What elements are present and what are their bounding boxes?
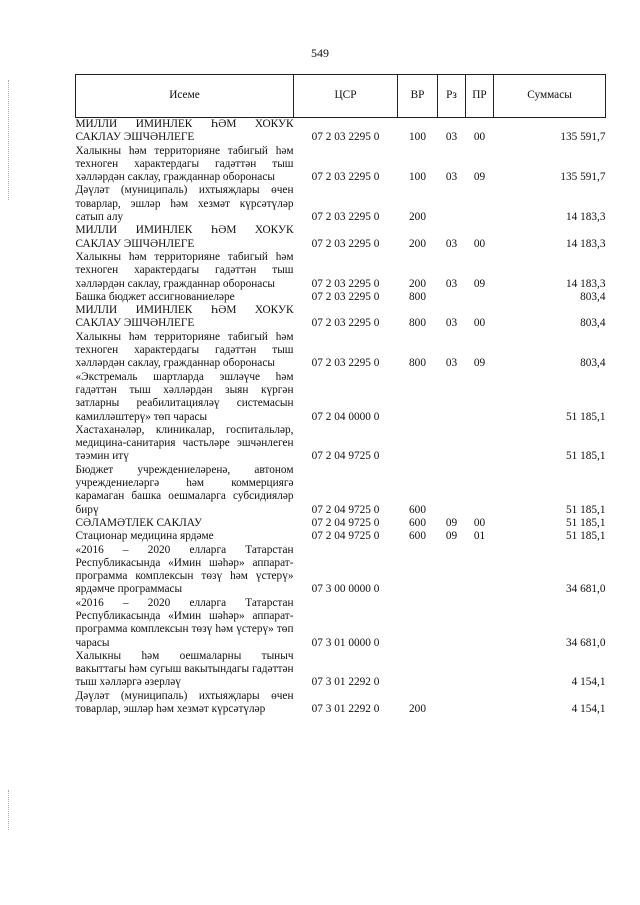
header-rz: Рз (438, 75, 466, 118)
row-sum: 4 154,1 (571, 703, 606, 716)
table-row (76, 464, 606, 517)
row-sum: 14 183,3 (565, 277, 606, 290)
row-vr (398, 544, 438, 597)
row-name: Дәүләт (муниципаль) ихтыяҗлары өчен товарлар, эшләр һәм хезмәт күрсәтүләр (75, 689, 294, 716)
row-pr: 09 (473, 277, 486, 290)
row-pr (466, 291, 494, 304)
row-name: Халыкны һәм территорияне табигый һәм техноген характердагы гадәттән тыш хәлләрдән саклау, гражданнар оборонасы (75, 330, 294, 370)
row-rz (438, 597, 466, 650)
row-rz (438, 371, 466, 424)
row-name: «2016 – 2020 елларга Татарстан Республикасында «Имин шәһәр» аппарат-программа комплексын төзү һәм үстерү» төп чарасы (75, 596, 294, 649)
row-name: «Экстремаль шартларда эшләүче һәм гадәттән тыш хәлләрдән зыян күргән затларны реабилитацияләү системасын камилләштерү» төп чарасы (75, 370, 294, 423)
header-pr: ПР (466, 75, 494, 118)
table-row (76, 690, 606, 717)
row-sum: 34 681,0 (565, 583, 606, 596)
row-sum: 135 591,7 (560, 171, 606, 184)
row-vr: 600 (409, 530, 426, 543)
row-vr: 800 (409, 357, 426, 370)
table-row (76, 184, 606, 224)
row-pr (466, 597, 494, 650)
row-sum: 14 183,3 (565, 237, 606, 250)
row-name: «2016 – 2020 елларга Татарстан Республикасында «Имин шәһәр» аппарат-программа комплексын төзү һәм үстерү» ярдәмче программасы (75, 543, 294, 596)
row-name: Халыкны һәм территорияне табигый һәм техноген характердагы гадәттән тыш хәлләрдән саклау, гражданнар оборонасы (75, 250, 294, 290)
row-name: Башка бюджет ассигнованиеләре (75, 290, 235, 303)
row-csr: 07 3 01 0000 0 (311, 636, 380, 649)
row-csr: 07 2 03 2295 0 (311, 357, 380, 370)
row-rz: 03 (445, 131, 458, 144)
row-sum: 51 185,1 (565, 503, 606, 516)
table-row (76, 251, 606, 291)
row-rz (438, 690, 466, 717)
row-sum: 803,4 (580, 317, 606, 330)
row-pr (466, 544, 494, 597)
row-csr: 07 3 01 2292 0 (311, 703, 380, 716)
row-sum: 51 185,1 (565, 450, 606, 463)
header-name: Исеме (76, 75, 294, 118)
row-sum: 51 185,1 (565, 530, 606, 543)
row-csr: 07 2 03 2295 0 (311, 131, 380, 144)
row-pr (466, 424, 494, 464)
row-rz: 09 (445, 516, 458, 529)
row-pr (466, 690, 494, 717)
table-row (76, 331, 606, 371)
row-sum: 803,4 (580, 357, 606, 370)
row-pr: 00 (473, 131, 486, 144)
header-vr: ВР (398, 75, 438, 118)
row-vr: 600 (409, 503, 426, 516)
row-pr: 09 (473, 171, 486, 184)
row-rz (438, 650, 466, 690)
row-rz (438, 424, 466, 464)
row-vr: 200 (409, 211, 426, 224)
row-pr (466, 464, 494, 517)
row-rz (438, 184, 466, 224)
row-csr: 07 3 01 2292 0 (311, 676, 380, 689)
row-pr (466, 371, 494, 424)
row-vr: 800 (409, 317, 426, 330)
row-csr: 07 2 03 2295 0 (311, 237, 380, 250)
row-csr: 07 2 03 2295 0 (311, 317, 380, 330)
row-vr (398, 371, 438, 424)
row-vr: 200 (409, 237, 426, 250)
row-csr: 07 3 00 0000 0 (311, 583, 380, 596)
row-pr: 00 (473, 237, 486, 250)
row-name: Халыкны һәм территорияне табигый һәм техноген характердагы гадәттән тыш хәлләрдән саклау, гражданнар оборонасы (75, 144, 294, 184)
row-rz: 03 (445, 317, 458, 330)
row-pr: 00 (473, 317, 486, 330)
row-vr: 600 (409, 516, 426, 529)
row-vr: 800 (409, 290, 426, 303)
table-header-row (76, 75, 606, 118)
row-rz: 09 (445, 530, 458, 543)
row-name: МИЛЛИ ИМИНЛЕК ҺӘМ ХОКУК САКЛАУ ЭШЧӘНЛЕГЕ (75, 224, 294, 250)
row-sum: 14 183,3 (565, 211, 606, 224)
row-vr: 100 (409, 171, 426, 184)
row-vr: 200 (409, 703, 426, 716)
row-csr: 07 2 04 9725 0 (311, 516, 380, 529)
row-pr (466, 184, 494, 224)
table-row (76, 304, 606, 331)
row-rz (438, 544, 466, 597)
row-sum: 135 591,7 (560, 131, 606, 144)
table-row (76, 118, 606, 145)
left-margin-marks (8, 790, 11, 830)
row-name: Дәүләт (муниципаль) ихтыяҗлары өчен товарлар, эшләр һәм хезмәт күрсәтүләр сатып алу (75, 184, 294, 224)
row-rz: 03 (445, 171, 458, 184)
row-name: МИЛЛИ ИМИНЛЕК ҺӘМ ХОКУК САКЛАУ ЭШЧӘНЛЕГЕ (75, 118, 294, 144)
row-sum: 803,4 (580, 290, 606, 303)
row-pr: 01 (473, 530, 486, 543)
row-name: Бюджет учреждениеләренә, автоном учреждениеләргә һәм коммерциягә карамаган башка оешмаларга субсидияләр бирү (75, 463, 294, 516)
header-csr: ЦСР (294, 75, 398, 118)
page-number: 549 (311, 46, 329, 60)
row-csr: 07 2 04 0000 0 (311, 410, 380, 423)
row-pr: 09 (473, 357, 486, 370)
row-vr (398, 650, 438, 690)
row-rz (438, 291, 466, 304)
table-row (76, 224, 606, 251)
table-row (76, 145, 606, 185)
row-vr (398, 597, 438, 650)
table-row (76, 544, 606, 597)
table-row (76, 650, 606, 690)
row-csr: 07 2 03 2295 0 (311, 171, 380, 184)
row-sum: 34 681,0 (565, 636, 606, 649)
row-sum: 51 185,1 (565, 410, 606, 423)
row-csr: 07 2 03 2295 0 (311, 290, 380, 303)
budget-table (75, 74, 606, 716)
row-vr: 100 (409, 131, 426, 144)
table-row (76, 517, 606, 530)
row-vr (398, 424, 438, 464)
row-name: Хастаханәләр, клиникалар, госпитальләр, медицина-санитария частьләре эшчәнлеген тәэмин итү (75, 423, 294, 463)
header-sum: Суммасы (494, 75, 606, 118)
row-rz: 03 (445, 357, 458, 370)
left-margin-marks (8, 80, 11, 200)
row-csr: 07 2 04 9725 0 (311, 503, 380, 516)
row-name: Стационар медицина ярдәме (75, 530, 214, 543)
row-rz: 03 (445, 277, 458, 290)
table-row (76, 530, 606, 543)
row-pr: 00 (473, 516, 486, 529)
row-name: Халыкны һәм оешмаларны тыныч вакыттагы һәм сугыш вакытындагы гадәттән тыш хәлләргә әзерләү (75, 649, 294, 689)
row-csr: 07 2 03 2295 0 (311, 211, 380, 224)
row-name: МИЛЛИ ИМИНЛЕК ҺӘМ ХОКУК САКЛАУ ЭШЧӘНЛЕГЕ (75, 304, 294, 330)
table-row (76, 371, 606, 424)
table-row (76, 291, 606, 304)
row-sum: 51 185,1 (565, 516, 606, 529)
row-csr: 07 2 03 2295 0 (311, 277, 380, 290)
row-csr: 07 2 04 9725 0 (311, 530, 380, 543)
row-csr: 07 2 04 9725 0 (311, 450, 380, 463)
table-row (76, 424, 606, 464)
row-name: СӘЛАМӘТЛЕК САКЛАУ (75, 516, 202, 529)
table-row (76, 597, 606, 650)
row-sum: 4 154,1 (571, 676, 606, 689)
row-vr: 200 (409, 277, 426, 290)
row-rz (438, 464, 466, 517)
row-pr (466, 650, 494, 690)
row-rz: 03 (445, 237, 458, 250)
